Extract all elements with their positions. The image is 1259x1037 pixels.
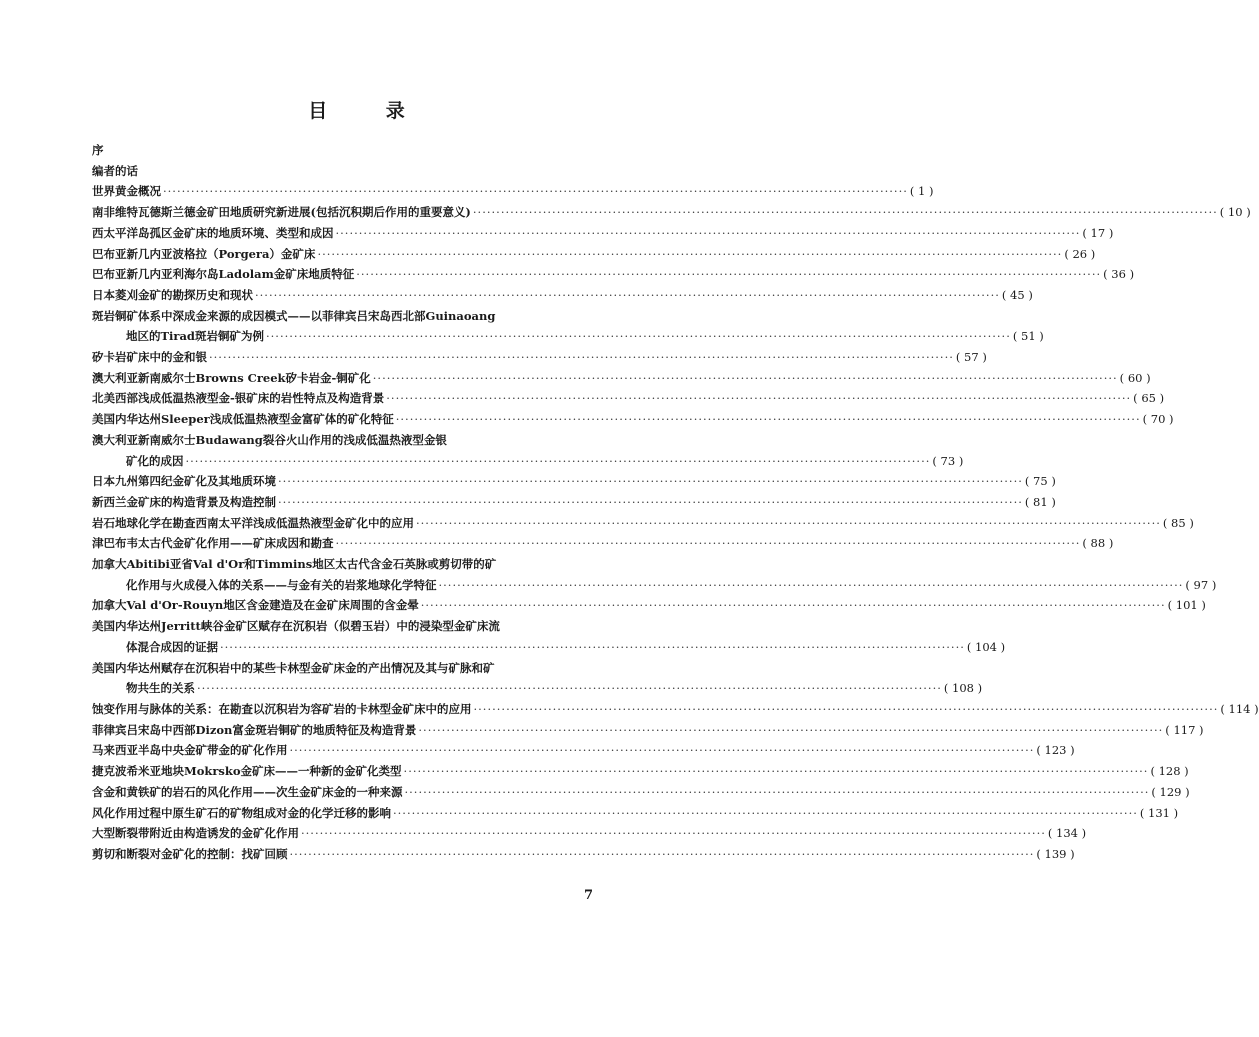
- toc-entry-title: 菲律宾吕宋岛中西部Dizon富金斑岩铜矿的地质特征及构造背景: [92, 722, 417, 737]
- toc-entry: [92, 140, 632, 161]
- toc-entry-page: ( 108 ): [943, 681, 983, 696]
- toc-entry-page: ( 128 ): [1150, 764, 1189, 779]
- dot-leader: [220, 637, 965, 658]
- toc-entry: [92, 803, 1179, 824]
- dot-leader: [255, 285, 1000, 306]
- toc-entry-page: ( 123 ): [1036, 743, 1075, 758]
- toc-entry: [92, 181, 934, 202]
- toc-entry-title: 澳大利亚新南威尔士Browns Creek矽卡岩金-铜矿化: [92, 370, 371, 385]
- toc-entry: [92, 844, 1075, 865]
- toc-entry: [92, 740, 1075, 761]
- toc-entry: [92, 823, 1087, 844]
- dot-leader: [163, 181, 908, 202]
- toc-entry: [92, 761, 1189, 782]
- toc-entry-title: 加拿大Val d'Or-Rouyn地区含金建造及在金矿床周围的含金晕: [92, 598, 419, 613]
- toc-entry-page: ( 104 ): [966, 639, 1006, 654]
- dot-leader: [209, 347, 954, 368]
- dot-leader: [186, 451, 931, 472]
- toc-entry: [92, 513, 1194, 534]
- toc-entry-page: ( 129 ): [1151, 784, 1190, 799]
- toc-entry-page: ( 57 ): [955, 350, 987, 365]
- dot-leader: [473, 202, 1218, 223]
- dot-leader: [474, 699, 1219, 720]
- dot-leader: [317, 244, 1062, 265]
- toc-entry: [92, 658, 632, 679]
- toc-entry-title: 捷克波希米亚地块Mokrsko金矿床——一种新的金矿化类型: [92, 764, 402, 779]
- toc-entry: [92, 699, 1259, 720]
- dot-leader: [266, 326, 1011, 347]
- dot-leader: [421, 595, 1166, 616]
- toc-entry: [92, 451, 964, 472]
- toc-entry-page: ( 65 ): [1133, 391, 1165, 406]
- toc-entry-title: 津巴布韦太古代金矿化作用——矿床成因和勘查: [92, 536, 334, 551]
- toc-entry: [92, 554, 632, 575]
- toc-entry-title: 含金和黄铁矿的岩石的风化作用——次生金矿床金的一种来源: [92, 784, 403, 799]
- toc-entry-page: ( 1 ): [909, 184, 934, 199]
- dot-leader: [278, 471, 1023, 492]
- dot-leader: [418, 720, 1163, 741]
- toc-entry-title: 北美西部浅成低温热液型金-银矿床的岩性特点及构造背景: [92, 391, 385, 406]
- toc-entry-title: 矿化的成因: [126, 453, 184, 468]
- toc-entry-page: ( 101 ): [1167, 598, 1206, 613]
- toc-entry-title: 斑岩铜矿体系中深成金来源的成因模式——以菲律宾吕宋岛西北部Guinaoang: [92, 308, 496, 323]
- toc-entry: [92, 326, 1044, 347]
- toc-entry: [92, 575, 1217, 596]
- toc-entry: [92, 202, 1251, 223]
- toc-entry: [92, 637, 1006, 658]
- toc-entry-title: 巴布亚新几内亚利海尔岛Ladolam金矿床地质特征: [92, 267, 355, 282]
- toc-entry-title: 编者的话: [92, 163, 138, 178]
- toc-entry: [92, 347, 987, 368]
- dot-leader: [356, 264, 1101, 285]
- dot-leader: [197, 678, 942, 699]
- toc-entry: [92, 492, 1056, 513]
- toc-entry-page: ( 26 ): [1064, 246, 1096, 261]
- toc-entry-title: 新西兰金矿床的构造背景及构造控制: [92, 494, 276, 509]
- toc-entry-page: ( 97 ): [1185, 577, 1217, 592]
- toc-entry-title: 澳大利亚新南威尔士Budawang裂谷火山作用的浅成低温热液型金银: [92, 432, 447, 447]
- toc-entry-page: ( 139 ): [1036, 846, 1075, 861]
- toc-entry-page: ( 85 ): [1162, 515, 1194, 530]
- toc-entry: [92, 471, 1056, 492]
- toc-entry-title: 风化作用过程中原生矿石的矿物组成对金的化学迁移的影响: [92, 805, 391, 820]
- dot-leader: [416, 513, 1161, 534]
- toc-entry-page: ( 17 ): [1082, 225, 1114, 240]
- toc-entry-page: ( 117 ): [1165, 722, 1204, 737]
- toc-entry: [92, 264, 1135, 285]
- toc-entry-title: 日本九州第四纪金矿化及其地质环境: [92, 474, 276, 489]
- toc-entry-page: ( 73 ): [932, 453, 964, 468]
- toc-entry: [92, 306, 632, 327]
- toc-entry-title: 大型断裂带附近由构造诱发的金矿化作用: [92, 826, 299, 841]
- toc-entry-page: ( 114 ): [1220, 701, 1259, 716]
- toc-entry-title: 岩石地球化学在勘查西南太平洋浅成低温热液型金矿化中的应用: [92, 515, 414, 530]
- toc-entry-title: 美国内华达州Jerritt峡谷金矿区赋存在沉积岩（似碧玉岩）中的浸染型金矿床流: [92, 619, 500, 634]
- toc-entry: [92, 409, 1174, 430]
- toc-entry-title: 美国内华达州Sleeper浅成低温热液型金富矿体的矿化特征: [92, 412, 394, 427]
- toc-entry-title: 马来西亚半岛中央金矿带金的矿化作用: [92, 743, 288, 758]
- toc-entry-page: ( 131 ): [1139, 805, 1179, 820]
- toc-entry: [92, 244, 1096, 265]
- toc-entry-title: 西太平洋岛孤区金矿床的地质环境、类型和成因: [92, 225, 334, 240]
- toc-entry: [92, 720, 1204, 741]
- page-title: 目 录: [308, 100, 431, 122]
- toc-entry-page: ( 51 ): [1012, 329, 1044, 344]
- toc-entry: [92, 388, 1165, 409]
- toc-entry-title: 日本菱刈金矿的勘探历史和现状: [92, 287, 253, 302]
- toc-entry-title: 物共生的关系: [126, 681, 195, 696]
- table-of-contents: [92, 140, 1259, 865]
- toc-entry-page: ( 36 ): [1103, 267, 1135, 282]
- toc-entry: [92, 616, 632, 637]
- toc-entry-page: ( 75 ): [1024, 474, 1056, 489]
- dot-leader: [405, 782, 1150, 803]
- toc-entry: [92, 678, 983, 699]
- toc-entry-title: 南非维特瓦德斯兰德金矿田地质研究新进展(包括沉积期后作用的重要意义): [92, 205, 471, 220]
- toc-entry-title: 化作用与火成侵入体的关系——与金有关的岩浆地球化学特征: [126, 577, 437, 592]
- page-number: 7: [584, 888, 594, 903]
- toc-entry: [92, 285, 1033, 306]
- dot-leader: [393, 803, 1138, 824]
- toc-entry-title: 矽卡岩矿床中的金和银: [92, 350, 207, 365]
- toc-entry-title: 蚀变作用与脉体的关系：在勘查以沉积岩为容矿岩的卡林型金矿床中的应用: [92, 701, 472, 716]
- toc-entry-page: ( 81 ): [1024, 494, 1056, 509]
- dot-leader: [336, 533, 1081, 554]
- dot-leader: [396, 409, 1141, 430]
- toc-entry: [92, 223, 1114, 244]
- dot-leader: [386, 388, 1131, 409]
- toc-entry-title: 地区的Tirad斑岩铜矿为例: [126, 329, 264, 344]
- toc-entry-title: 世界黄金概况: [92, 184, 161, 199]
- toc-entry-title: 序: [92, 143, 104, 157]
- dot-leader: [404, 761, 1149, 782]
- toc-entry-page: ( 45 ): [1001, 287, 1033, 302]
- dot-leader: [301, 823, 1046, 844]
- toc-entry-page: ( 134 ): [1047, 826, 1087, 841]
- toc-entry-title: 巴布亚新几内亚波格拉（Porgera）金矿床: [92, 246, 316, 261]
- dot-leader: [278, 492, 1023, 513]
- toc-entry-page: ( 10 ): [1219, 205, 1251, 220]
- toc-entry-title: 剪切和断裂对金矿化的控制：找矿回顾: [92, 846, 288, 861]
- toc-entry: [92, 782, 1190, 803]
- toc-entry: [92, 430, 632, 451]
- toc-entry-title: 体混合成因的证据: [126, 639, 218, 654]
- dot-leader: [290, 740, 1035, 761]
- toc-entry-title: 美国内华达州赋存在沉积岩中的某些卡林型金矿床金的产出情况及其与矿脉和矿: [92, 660, 495, 675]
- dot-leader: [336, 223, 1081, 244]
- toc-entry: [92, 533, 1114, 554]
- dot-leader: [439, 575, 1184, 596]
- toc-entry-page: ( 88 ): [1082, 536, 1114, 551]
- toc-entry-title: 加拿大Abitibi亚省Val d'Or和Timmins地区太古代含金石英脉或剪切带的矿: [92, 557, 497, 572]
- toc-entry: [92, 368, 1151, 389]
- dot-leader: [373, 368, 1118, 389]
- toc-entry-page: ( 70 ): [1142, 412, 1174, 427]
- toc-entry: [92, 161, 632, 182]
- toc-entry: [92, 595, 1206, 616]
- toc-entry-page: ( 60 ): [1119, 370, 1151, 385]
- dot-leader: [290, 844, 1035, 865]
